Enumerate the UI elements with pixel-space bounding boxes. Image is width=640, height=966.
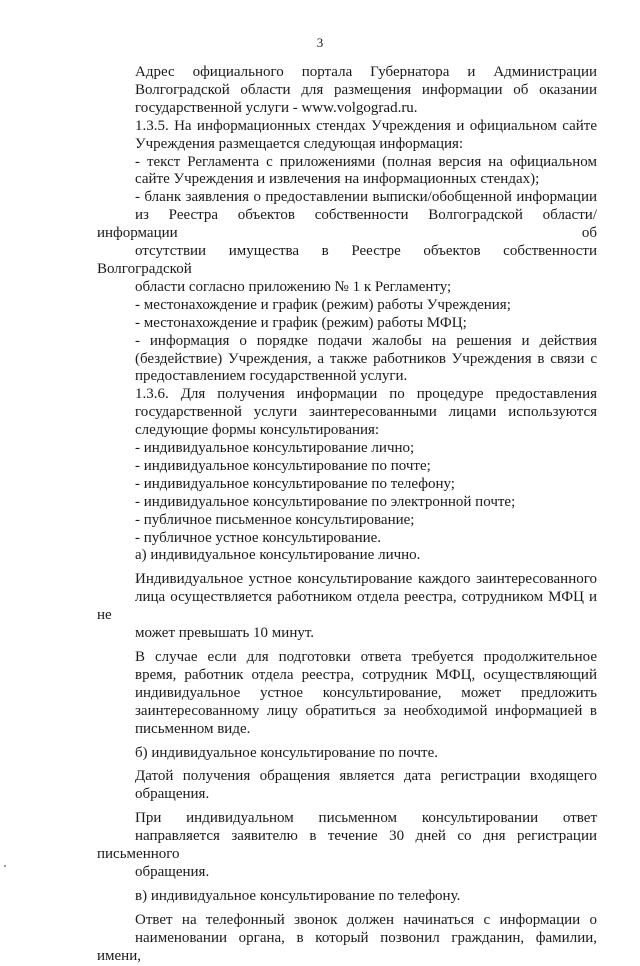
paragraph-item-complaints bbox=[97, 333, 597, 387]
text-line: отсутствии имущества в Реестре объектов собственности Волгоградской bbox=[97, 243, 597, 277]
text-line: - индивидуальное консультирование по почте; bbox=[135, 457, 431, 474]
text-line: 1.3.6. Для получения информации по процедуре предоставления bbox=[135, 386, 597, 403]
text-line: направляется заявителю в течение 30 дней со дня регистрации письменного bbox=[97, 828, 597, 863]
text-line: - индивидуальное консультирование по телефону; bbox=[135, 475, 455, 492]
paragraph-form-public-written bbox=[97, 512, 597, 530]
paragraph-form-by-mail bbox=[97, 458, 597, 476]
text-line: а) индивидуальное консультирование лично. bbox=[135, 547, 421, 564]
paragraph-oral-consulting bbox=[97, 571, 597, 643]
text-line: Индивидуальное устное консультирование каждого заинтересованного bbox=[135, 571, 597, 588]
text-line: государственной услуги заинтересованными лицами используются bbox=[135, 404, 597, 421]
paragraph-heading-a bbox=[97, 547, 597, 565]
text-line: Ответ на телефонный звонок должен начинаться с информации о bbox=[135, 911, 597, 928]
text-line: наименовании органа, в который позвонил гражданин, фамилии, имени, bbox=[97, 929, 597, 964]
paragraph-item-location-mfc bbox=[97, 315, 597, 333]
text-line: может превышать 10 минут. bbox=[135, 625, 315, 642]
text-line: обращения. bbox=[135, 863, 210, 880]
paragraph-form-in-person bbox=[97, 440, 597, 458]
paragraph-form-public-oral bbox=[97, 530, 597, 548]
paragraph-item-regulation-text bbox=[97, 154, 597, 190]
text-line: В случае если для подготовки ответа требуется продолжительное bbox=[135, 649, 597, 665]
text-line: - местонахождение и график (режим) работы МФЦ; bbox=[135, 314, 467, 331]
text-line: - публичное устное консультирование. bbox=[135, 529, 382, 546]
paragraph-long-preparation bbox=[97, 649, 597, 739]
text-line: 1.3.5. На информационных стендах Учреждения и официальном сайте bbox=[135, 117, 597, 134]
text-line: Датой получения обращения является дата регистрации входящего bbox=[135, 768, 597, 785]
paragraph-portal-address bbox=[97, 64, 597, 118]
text-line: - индивидуальное консультирование лично; bbox=[135, 440, 415, 457]
text-line: (бездействие) Учреждения, а также работников Учреждения в связи с bbox=[135, 350, 597, 367]
text-line: в) индивидуальное консультирование по телефону. bbox=[135, 887, 461, 904]
paragraph-written-answer bbox=[97, 810, 597, 882]
paragraph-phone-answer bbox=[97, 912, 597, 966]
text-line: письменном виде. bbox=[135, 720, 251, 737]
text-line: - индивидуальное консультирование по электронной почте; bbox=[135, 493, 516, 510]
text-line: следующие формы консультирования: bbox=[135, 422, 380, 439]
text-line: Учреждения размещается следующая информация: bbox=[135, 135, 464, 152]
page-number: 3 bbox=[316, 35, 324, 50]
paragraph-form-by-phone bbox=[97, 476, 597, 494]
text-line: время, работник отдела реестра, сотрудник МФЦ, осуществляющий bbox=[135, 666, 597, 683]
paragraph-receipt-date bbox=[97, 768, 597, 804]
paragraph-heading-b bbox=[97, 745, 597, 763]
text-line: обращения. bbox=[135, 786, 210, 803]
text-line: - информация о порядке подачи жалобы на решения и действия bbox=[135, 332, 597, 349]
text-line: При индивидуальном письменном консультировании ответ bbox=[135, 810, 597, 827]
paragraph-item-location-institution bbox=[97, 297, 597, 315]
text-line: - местонахождение и график (режим) работы Учреждения; bbox=[135, 296, 511, 313]
text-line: государственной услуги - www.volgograd.ru. bbox=[135, 99, 418, 116]
text-line: - публичное письменное консультирование; bbox=[135, 511, 415, 528]
text-line: Волгоградской области для размещения информации об оказании bbox=[135, 81, 597, 98]
scan-mark bbox=[4, 865, 6, 867]
text-line: б) индивидуальное консультирование по почте. bbox=[135, 744, 438, 761]
paragraph-item-application-form bbox=[97, 189, 597, 296]
text-line: предоставлением государственной услуги. bbox=[135, 368, 408, 385]
document-body bbox=[97, 64, 597, 966]
paragraph-form-by-email bbox=[97, 494, 597, 512]
text-line: лица осуществляется работником отдела реестра, сотрудником МФЦ и не bbox=[97, 589, 597, 624]
text-line: индивидуальное устное консультирование, может предложить bbox=[135, 684, 597, 701]
text-line: области согласно приложению № 1 к Регламенту; bbox=[135, 278, 452, 295]
paragraph-heading-c bbox=[97, 888, 597, 906]
text-line: - бланк заявления о предоставлении выписки/обобщенной информации bbox=[135, 189, 597, 206]
text-line: Адрес официального портала Губернатора и Администрации bbox=[135, 64, 597, 80]
text-line: заинтересованному лицу обратиться за необходимой информацией в bbox=[135, 702, 597, 719]
text-line: сайте Учреждения и извлечения на информационных стендах); bbox=[135, 171, 540, 188]
paragraph-p-1-3-5 bbox=[97, 118, 597, 154]
text-line: из Реестра объектов собственности Волгоградской области/информации об bbox=[97, 207, 597, 242]
text-line: - текст Регламента с приложениями (полная версия на официальном bbox=[135, 153, 597, 170]
paragraph-p-1-3-6 bbox=[97, 386, 597, 440]
